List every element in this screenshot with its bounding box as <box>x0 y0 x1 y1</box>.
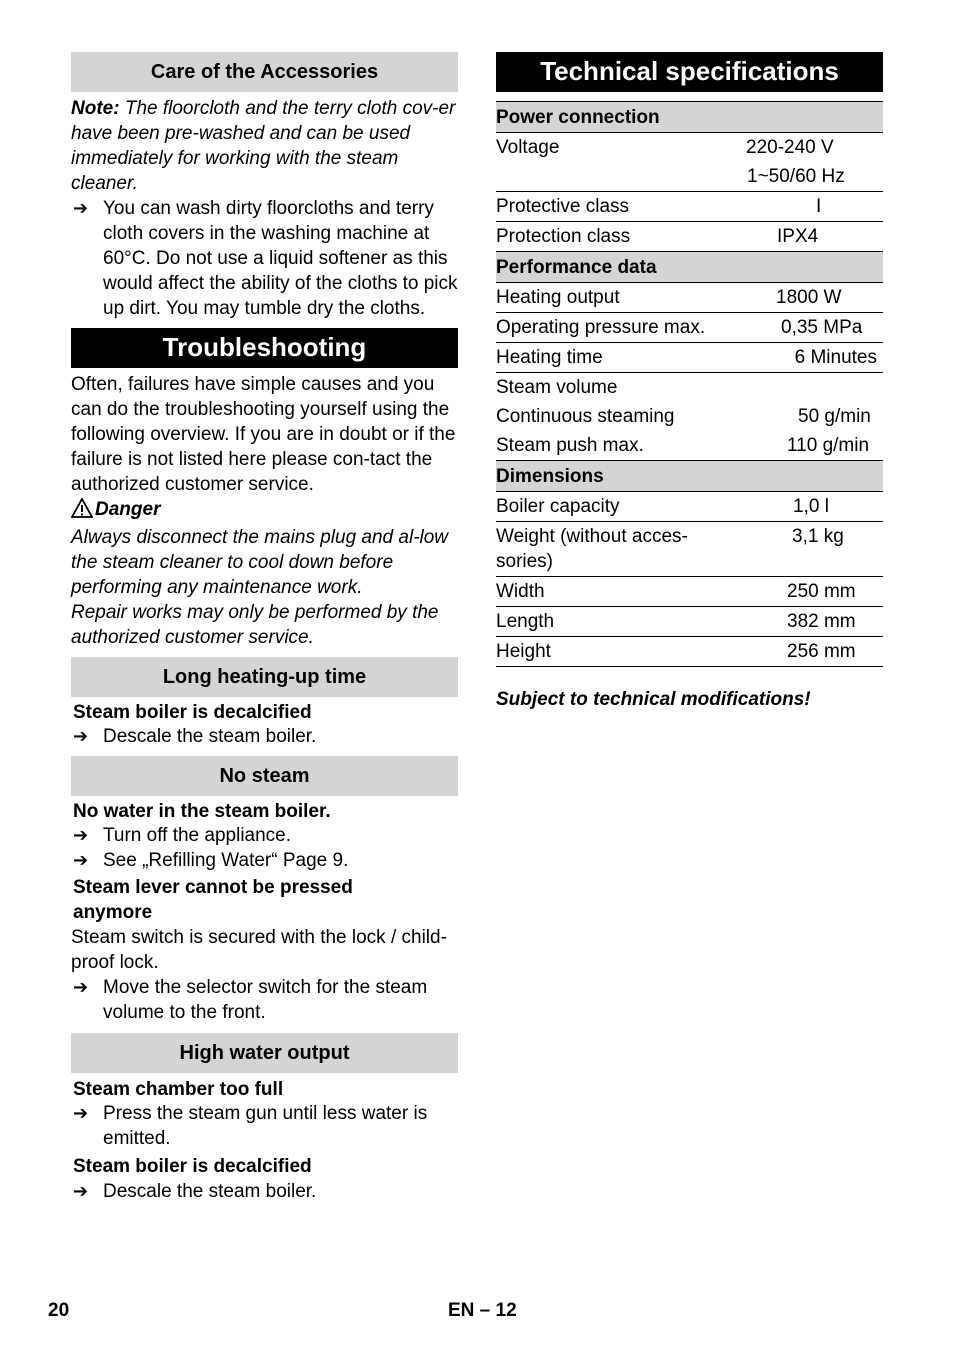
troubleshooting-intro: Often, failures have simple causes and you can do the troubleshooting yourself using the following overview. If you are in doubt or if the failure is not listed here please con-tact the authorized customer service. <box>71 374 456 495</box>
high-water-heading: High water output <box>71 1033 458 1073</box>
spec-label: Heating output <box>496 283 731 313</box>
spec-label: Protective class <box>496 192 731 222</box>
spec-value: 1800 W <box>731 283 883 313</box>
section-label: Dimensions <box>496 461 883 492</box>
spec-label: Width <box>496 577 731 607</box>
arrow-right-icon: ➔ <box>73 1103 89 1123</box>
spec-row-heating-output <box>496 283 883 313</box>
no-steam-text: Steam switch is secured with the lock / child-proof lock. <box>71 927 447 973</box>
long-heating-bullet <box>71 724 458 749</box>
spec-label: Height <box>496 637 731 667</box>
spec-section-dimensions <box>496 461 883 492</box>
arrow-right-icon: ➔ <box>73 825 89 845</box>
no-steam-bullet-1-text: Turn off the appliance. <box>103 825 292 846</box>
spec-value: 1,0 l <box>731 492 883 522</box>
long-heating-cause: Steam boiler is decalcified <box>73 702 312 723</box>
spec-label: Continuous steaming <box>496 406 675 427</box>
high-water-bullet-2-text: Descale the steam boiler. <box>103 1181 317 1202</box>
spec-row-length <box>496 607 883 637</box>
high-water-bullet-1 <box>71 1101 458 1151</box>
spec-row-continuous-steaming <box>496 402 883 431</box>
no-steam-bullet-1 <box>71 823 458 848</box>
spec-row-frequency <box>496 162 883 192</box>
long-heating-bullet-text: Descale the steam boiler. <box>103 726 317 747</box>
spec-label: Weight (without acces-sories) <box>496 522 731 577</box>
spec-value: 0,35 MPa <box>731 313 883 343</box>
arrow-right-icon: ➔ <box>73 850 89 870</box>
spec-section-power <box>496 102 883 133</box>
spec-value: 220-240 V <box>746 137 834 158</box>
section-label: Power connection <box>496 102 883 133</box>
section-label: Performance data <box>496 252 883 283</box>
no-steam-cause-2: Steam lever cannot be pressed anymore <box>73 877 353 923</box>
left-column <box>71 52 458 1204</box>
spec-row-weight <box>496 522 883 577</box>
no-steam-bullet-3-text: Move the selector switch for the steam volume to the front. <box>103 977 428 1023</box>
care-bullet-text: You can wash dirty floorcloths and terry cloth covers in the washing machine at 60°C. Do not use a liquid softener as this would affect the ability of the cloths to pick up dirt. You may tumble dry the cloths. <box>103 198 458 319</box>
care-note <box>71 96 458 196</box>
no-steam-bullet-2-text: See „Refilling Water“ Page 9. <box>103 850 349 871</box>
note-text: The floorcloth and the terry cloth cov-er have been pre-washed and can be used immediately for working with the steam cleaner. <box>71 98 456 194</box>
long-heating-heading: Long heating-up time <box>71 657 458 697</box>
spec-label: Steam push max. <box>496 435 644 456</box>
spec-value: 110 g/min <box>787 435 870 456</box>
spec-label: Steam volume <box>496 377 618 398</box>
spec-row-boiler-capacity <box>496 492 883 522</box>
spec-value: 1~50/60 Hz <box>731 162 883 192</box>
spec-value: 250 mm <box>731 577 883 607</box>
care-heading: Care of the Accessories <box>71 52 458 92</box>
care-bullet <box>71 196 458 321</box>
warning-triangle-icon <box>71 498 95 525</box>
arrow-right-icon: ➔ <box>73 1181 89 1201</box>
spec-value <box>731 373 883 403</box>
spec-row-steam-push <box>496 431 883 461</box>
note-label: Note: <box>71 98 120 119</box>
spec-label: Protection class <box>496 226 631 247</box>
spec-label: Boiler capacity <box>496 492 731 522</box>
spec-label <box>496 162 731 192</box>
right-column <box>496 52 883 712</box>
spec-row-height <box>496 637 883 667</box>
spec-value: 256 mm <box>731 637 883 667</box>
high-water-bullet-2 <box>71 1179 458 1204</box>
spec-row-voltage <box>496 133 883 163</box>
spec-row-operating-pressure <box>496 313 883 343</box>
danger-text-2: Repair works may only be performed by the authorized customer service. <box>71 602 439 648</box>
spec-value: 3,1 kg <box>731 522 883 577</box>
spec-footnote: Subject to technical modifications! <box>496 689 811 710</box>
danger-heading <box>71 497 458 525</box>
no-steam-cause-1: No water in the steam boiler. <box>73 801 331 822</box>
high-water-cause-2: Steam boiler is decalcified <box>73 1156 312 1177</box>
no-steam-bullet-2 <box>71 848 458 873</box>
arrow-right-icon: ➔ <box>73 726 89 746</box>
spec-value: 50 g/min <box>798 406 871 427</box>
spec-section-performance <box>496 252 883 283</box>
no-steam-bullet-3 <box>71 975 458 1025</box>
high-water-cause-1: Steam chamber too full <box>73 1079 284 1100</box>
spec-row-steam-volume <box>496 373 883 403</box>
spec-row-protection-class <box>496 222 883 252</box>
arrow-right-icon: ➔ <box>73 198 89 218</box>
arrow-right-icon: ➔ <box>73 977 89 997</box>
spec-label: Heating time <box>496 343 731 373</box>
spec-label: Length <box>496 607 731 637</box>
danger-label: Danger <box>95 499 161 520</box>
spec-row-protective-class <box>496 192 883 222</box>
spec-row-heating-time <box>496 343 883 373</box>
page-number: 20 <box>48 1300 70 1321</box>
high-water-bullet-1-text: Press the steam gun until less water is emitted. <box>103 1103 428 1149</box>
no-steam-heading: No steam <box>71 756 458 796</box>
spec-value: 6 Minutes <box>731 343 883 373</box>
spec-value: IPX4 <box>777 226 819 247</box>
spec-value: 382 mm <box>731 607 883 637</box>
spec-label: Voltage <box>496 137 560 158</box>
danger-text-1: Always disconnect the mains plug and al-low the steam cleaner to cool down before performing any maintenance work. <box>71 527 449 598</box>
spec-label: Operating pressure max. <box>496 313 731 343</box>
spec-row-width <box>496 577 883 607</box>
spec-table <box>496 101 883 667</box>
troubleshooting-heading: Troubleshooting <box>71 328 458 368</box>
page-label: EN – 12 <box>448 1300 517 1321</box>
spec-value: I <box>731 192 883 222</box>
tech-spec-heading: Technical specifications <box>496 52 883 92</box>
